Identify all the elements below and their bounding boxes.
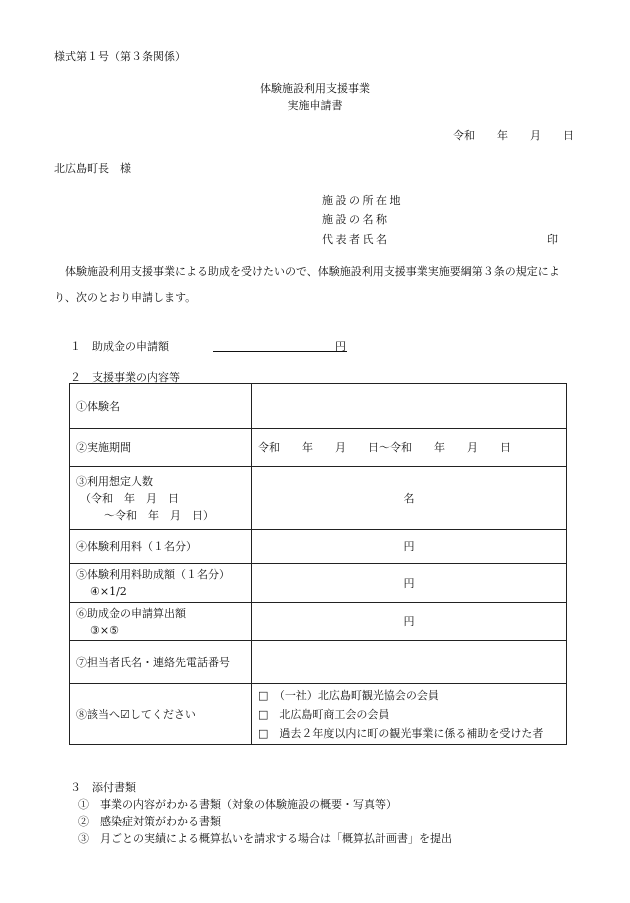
amount-unit: 円 — [335, 340, 346, 353]
attachment-item: ① 事業の内容がわかる書類（対象の体験施設の概要・写真等） — [78, 798, 397, 811]
expected-users-label — [70, 467, 252, 530]
fee-field[interactable]: 円 — [252, 530, 567, 564]
experience-name-field[interactable] — [252, 384, 567, 429]
table-row — [70, 564, 567, 603]
calc-amount-field[interactable]: 円 — [252, 603, 567, 641]
period-label: ②実施期間 — [70, 429, 252, 467]
application-date: 令和 年 月 日 — [453, 129, 574, 142]
representative-label: 代表者氏名 — [322, 233, 390, 246]
table-row — [70, 684, 567, 745]
table-row — [70, 467, 567, 530]
eligibility-options — [252, 684, 567, 745]
application-statement: 体験施設利用支援事業による助成を受けたいので、体験施設利用支援事業実施要綱第３条の規定により、次のとおり申請します。 — [54, 265, 560, 304]
subsidy-title: ⑤体験利用料助成額（１名分） — [76, 568, 230, 581]
form-number: 様式第１号（第３条関係） — [54, 50, 186, 63]
contact-label: ⑦担当者氏名・連絡先電話番号 — [70, 641, 252, 684]
eligibility-label: ⑧該当へ☑してください — [70, 684, 252, 745]
fee-label: ④体験利用料（１名分） — [70, 530, 252, 564]
section3-label: ３ 添付書類 — [70, 781, 136, 794]
period-field[interactable]: 令和 年 月 日～令和 年 月 日 — [252, 429, 567, 467]
contact-field[interactable] — [252, 641, 567, 684]
calc-amount-title: ⑥助成金の申請算出額 — [76, 606, 186, 620]
checkbox-chamber-of-commerce[interactable]: □ 北広島町商工会の会員 — [258, 707, 390, 721]
subsidy-field[interactable]: 円 — [252, 564, 567, 603]
table-row — [70, 641, 567, 684]
table-row — [70, 603, 567, 641]
seal-mark: 印 — [547, 233, 558, 246]
support-details-table — [69, 383, 567, 745]
table-row — [70, 429, 567, 467]
subsidy-label — [70, 564, 252, 603]
document-title-line2: 実施申請書 — [287, 99, 343, 112]
expected-users-field[interactable]: 名 — [252, 467, 567, 530]
calc-amount-label — [70, 603, 252, 641]
calc-amount-formula: ③×⑤ — [90, 623, 119, 637]
expected-users-period-end: ～令和 年 月 日） — [104, 508, 214, 522]
amount-field-underline[interactable] — [213, 351, 347, 352]
expected-users-period-start: （令和 年 月 日 — [80, 491, 179, 505]
checkbox-past-subsidy[interactable]: □ 過去２年度以内に町の観光事業に係る補助を受けた者 — [258, 726, 544, 740]
section1-label: １ 助成金の申請額 — [70, 340, 169, 353]
section3-attachments — [70, 779, 452, 847]
document-title-line1: 体験施設利用支援事業 — [260, 82, 370, 95]
facility-address-label: 施設の所在地 — [322, 194, 403, 207]
table-row — [70, 530, 567, 564]
expected-users-title: ③利用想定人数 — [76, 474, 153, 488]
experience-name-label: ①体験名 — [70, 384, 252, 429]
subsidy-formula: ④×1/2 — [90, 585, 127, 598]
table-row — [70, 384, 567, 429]
checkbox-tourism-association[interactable]: □ （一社）北広島町観光協会の会員 — [258, 688, 439, 702]
facility-name-label: 施設の名称 — [322, 213, 390, 226]
attachment-item: ② 感染症対策がわかる書類 — [78, 815, 221, 828]
attachment-item: ③ 月ごとの実績による概算払いを請求する場合は「概算払計画書」を提出 — [78, 832, 452, 845]
addressee: 北広島町長 様 — [54, 162, 131, 175]
section2-label: ２ 支援事業の内容等 — [70, 371, 180, 384]
